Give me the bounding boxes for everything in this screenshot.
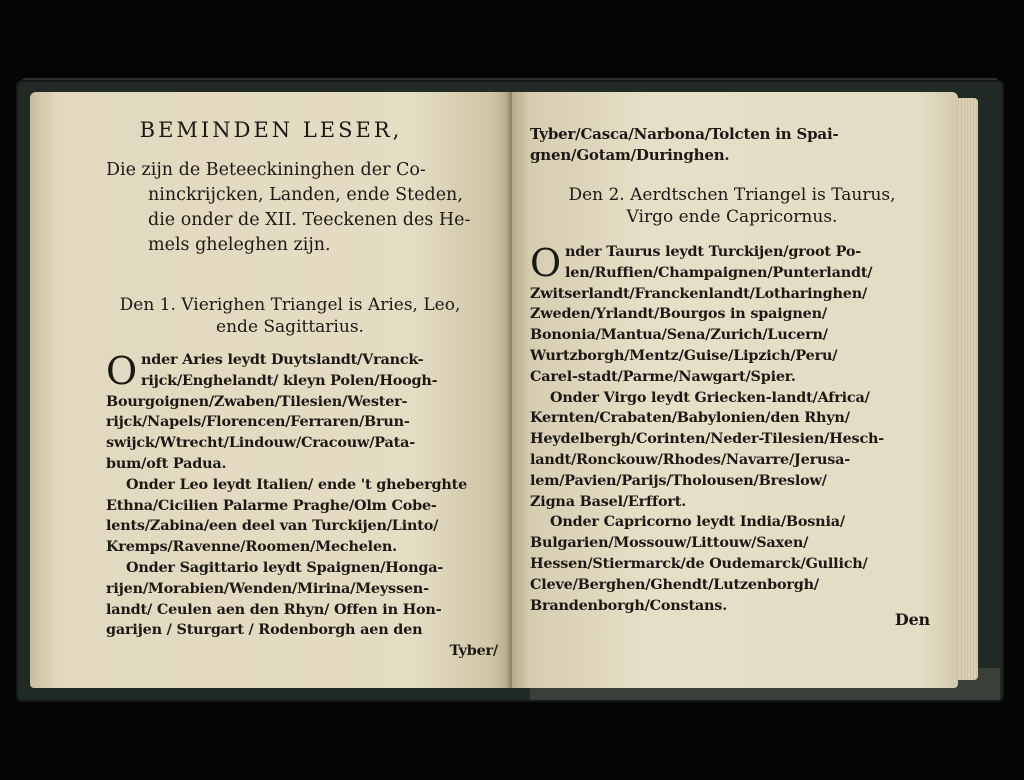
triangle-heading <box>90 294 490 338</box>
text-line: landt/Ronckouw/Rhodes/Navarre/Jerusa- <box>530 450 851 468</box>
text-line: Ethna/Cicilien Palarme Praghe/Olm Cobe- <box>106 496 437 514</box>
text-line: rijck/Enghelandt/ kleyn Polen/Hoogh- <box>140 371 438 389</box>
text-line: gnen/Gotam/Duringhen. <box>530 145 730 164</box>
text-line: Wurtzborgh/Mentz/Guise/Lipzich/Peru/ <box>530 346 838 364</box>
text-line: Brandenborgh/Constans. <box>530 596 727 614</box>
text-line: Hessen/Stiermarck/de Oudemarck/Gullich/ <box>530 554 868 572</box>
triangle-line: Den 1. Vierighen Triangel is Aries, Leo, <box>119 295 461 315</box>
catchword: Den <box>894 610 930 629</box>
text-line: landt/ Ceulen aen den Rhyn/ Offen in Hon- <box>106 600 442 618</box>
text-line: Zweden/Yrlandt/Bourgos in spaignen/ <box>530 305 827 323</box>
text-line: garijen / Sturgart / Rodenborgh aen den <box>106 621 423 639</box>
left-page <box>30 92 512 688</box>
text-line: bum/oft Padua. <box>106 454 227 472</box>
text-line: Zigna Basel/Erffort. <box>530 492 687 510</box>
triangle-heading <box>522 184 942 228</box>
text-line: Heydelbergh/Corinten/Neder-Tilesien/Hesch- <box>530 430 885 448</box>
text-line: swijck/Wtrecht/Lindouw/Cracouw/Pata- <box>106 434 415 452</box>
intro-line: Die zijn de Beteeckininghen der Co- <box>106 160 426 180</box>
text-line: rijck/Napels/Florencen/Ferraren/Brun- <box>106 413 410 431</box>
drop-cap: O <box>530 241 561 285</box>
text-line: nder Taurus leydt Turckijen/groot Po- <box>564 243 862 260</box>
text-line: rijen/Morabien/Wenden/Mirina/Meyssen- <box>106 579 429 597</box>
text-line: Zwitserlandt/Franckenlandt/Lotharinghen/ <box>530 284 868 302</box>
text-line: Onder Virgo leydt Griecken-landt/Africa/ <box>550 388 870 406</box>
text-line: Kernten/Crabaten/Babylonien/den Rhyn/ <box>530 409 850 427</box>
body-text <box>530 242 946 616</box>
page-heading: BEMINDEN LESER, <box>139 118 403 142</box>
intro-line: ninckrijcken, Landen, ende Steden, <box>148 185 463 205</box>
text-line: lem/Pavien/Parijs/Tholousen/Breslow/ <box>530 471 827 489</box>
text-line: Bourgoignen/Zwaben/Tilesien/Wester- <box>106 392 408 410</box>
drop-cap: O <box>106 349 137 393</box>
body-text <box>106 350 506 662</box>
text-line: Carel-stadt/Parme/Nawgart/Spier. <box>530 367 796 385</box>
text-line: Onder Sagittario leydt Spaignen/Honga- <box>126 558 444 576</box>
text-line: len/Ruffien/Champaignen/Punterlandt/ <box>564 263 873 281</box>
text-line: Tyber/Casca/Narbona/Tolcten in Spai- <box>530 125 839 143</box>
triangle-line: Virgo ende Capricornus. <box>626 207 838 227</box>
page-edges <box>956 98 978 680</box>
intro-line: die onder de XII. Teeckenen des He- <box>148 210 471 230</box>
text-line: lents/Zabina/een deel van Turckijen/Linto/ <box>106 517 439 535</box>
text-line: nder Aries leydt Duytslandt/Vranck- <box>140 351 424 368</box>
text-line: Onder Leo leydt Italien/ ende 't gheberghte <box>126 475 468 493</box>
text-line: Kremps/Ravenne/Roomen/Mechelen. <box>106 538 397 556</box>
triangle-line: Den 2. Aerdtschen Triangel is Taurus, <box>568 185 896 205</box>
intro-text <box>106 158 506 258</box>
right-page <box>512 92 958 688</box>
text-line: Bulgarien/Mossouw/Littouw/Saxen/ <box>530 534 809 552</box>
catchword: Tyber/ <box>449 642 498 660</box>
triangle-line: ende Sagittarius. <box>216 317 364 337</box>
text-line: Cleve/Berghen/Ghendt/Lutzenborgh/ <box>530 575 819 593</box>
text-line: Onder Capricorno leydt India/Bosnia/ <box>550 513 845 531</box>
text-line: Bononia/Mantua/Sena/Zurich/Lucern/ <box>530 326 828 344</box>
continued-text <box>530 124 940 166</box>
intro-line: mels gheleghen zijn. <box>148 235 331 255</box>
